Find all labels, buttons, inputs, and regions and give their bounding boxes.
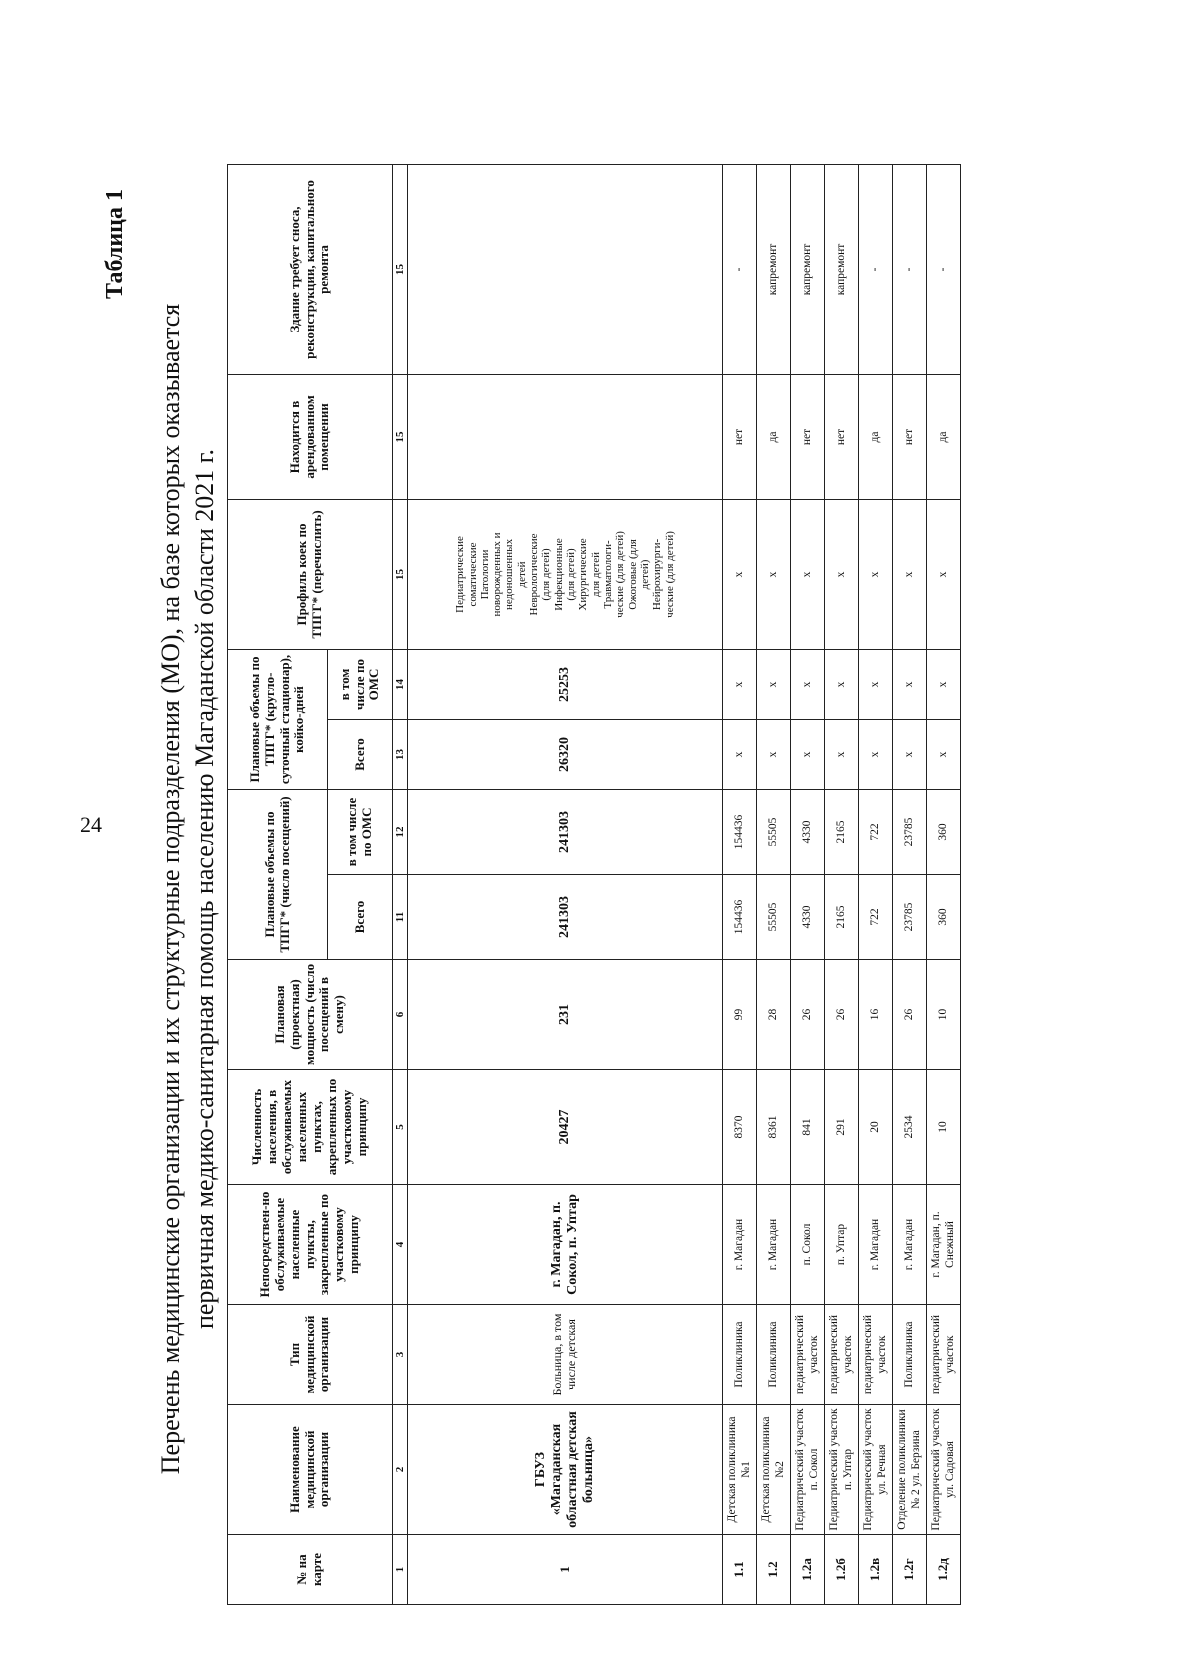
visits-total-cell: 4330: [791, 875, 825, 960]
map-number-cell: 1.2г: [893, 1535, 927, 1605]
population-cell: 20: [859, 1070, 893, 1185]
beds-total-cell: x: [757, 720, 791, 790]
profile-line: Педиатрические: [454, 536, 467, 613]
rented-cell: нет: [791, 374, 825, 499]
map-number-cell: 1.2б: [825, 1535, 859, 1605]
org-name-cell: Педиатрический участок п. Сокол: [791, 1405, 825, 1535]
repair-cell: -: [859, 164, 893, 374]
column-number-row: [393, 164, 408, 1604]
header-org-type: Тип медицинской организации: [228, 1305, 393, 1405]
rented-cell: нет: [825, 374, 859, 499]
col-number: 15: [393, 374, 408, 499]
served-places-cell: г. Магадан, п. Снежный: [927, 1185, 961, 1305]
org-type-cell: педиатрический участок: [825, 1305, 859, 1405]
capacity-cell: 26: [893, 960, 927, 1070]
header-repair: Здание требует сноса, реконструкции, капитального ремонта: [228, 164, 393, 374]
profile-line: Патологии: [478, 549, 491, 600]
page-number: 24: [80, 812, 102, 837]
profile-line: ческие (для детей): [663, 531, 676, 618]
profile-line: недоношенных: [503, 538, 516, 611]
org-name-cell: ГБУЗ «Магаданская областная детская больница»: [408, 1405, 723, 1535]
map-number-cell: 1: [408, 1535, 723, 1605]
table-label: Таблица 1: [102, 189, 128, 299]
beds-total-cell: x: [927, 720, 961, 790]
organization-main-row: [408, 164, 723, 1604]
profile-line: детей: [515, 561, 528, 588]
repair-cell: капремонт: [791, 164, 825, 374]
col-number: 2: [393, 1405, 408, 1535]
served-places-cell: г. Магадан: [859, 1185, 893, 1305]
org-type-cell: Поликлиника: [757, 1305, 791, 1405]
repair-cell: капремонт: [825, 164, 859, 374]
org-type-cell: педиатрический участок: [859, 1305, 893, 1405]
profile-line: Ожоговые (для: [626, 539, 639, 610]
org-name-cell: Детская поликлиника №1: [723, 1405, 757, 1535]
org-name-cell: Педиатрический участок п. Уптар: [825, 1405, 859, 1535]
header-visits-total: Всего: [328, 875, 393, 960]
header-visits-oms: в том числе по ОМС: [328, 790, 393, 875]
profile-line: Инфекционные: [552, 538, 565, 611]
header-beds-oms: в том числе по ОМС: [328, 649, 393, 719]
capacity-cell: 26: [825, 960, 859, 1070]
beds-total-cell: 26320: [408, 720, 723, 790]
visits-oms-cell: 23785: [893, 790, 927, 875]
beds-total-cell: x: [893, 720, 927, 790]
rented-cell: нет: [893, 374, 927, 499]
beds-total-cell: x: [723, 720, 757, 790]
header-map-number: № на карте: [228, 1535, 393, 1605]
visits-oms-cell: 722: [859, 790, 893, 875]
header-org-name: Наименование медицинской организации: [228, 1405, 393, 1535]
bed-profile-cell: x: [859, 499, 893, 649]
org-name-cell: Детская поликлиника №2: [757, 1405, 791, 1535]
profile-line: (для детей): [565, 548, 577, 601]
table-row: [893, 164, 927, 1604]
header-bed-profiles: Профиль коек по ТПГГ* (перечислить): [228, 499, 393, 649]
org-name-cell: Отделение поликлиники № 2 ул. Берзина: [893, 1405, 927, 1535]
visits-total-cell: 154436: [723, 875, 757, 960]
table-row: [757, 164, 791, 1604]
repair-cell: капремонт: [757, 164, 791, 374]
served-places-cell: г. Магадан: [893, 1185, 927, 1305]
rented-cell: да: [757, 374, 791, 499]
capacity-cell: 16: [859, 960, 893, 1070]
col-number: 5: [393, 1070, 408, 1185]
profile-line: ческие (для детей): [614, 531, 627, 618]
table-row: [927, 164, 961, 1604]
served-places-cell: п. Сокол: [791, 1185, 825, 1305]
col-number: 15: [393, 499, 408, 649]
repair-cell: [408, 164, 723, 374]
map-number-cell: 1.2а: [791, 1535, 825, 1605]
rented-cell: [408, 374, 723, 499]
col-number: 14: [393, 649, 408, 719]
repair-cell: -: [723, 164, 757, 374]
rented-cell: да: [927, 374, 961, 499]
org-type-cell: педиатрический участок: [791, 1305, 825, 1405]
map-number-cell: 1.2: [757, 1535, 791, 1605]
visits-total-cell: 2165: [825, 875, 859, 960]
served-places-cell: г. Магадан: [757, 1185, 791, 1305]
bed-profile-cell: x: [893, 499, 927, 649]
table-title-line-1: Перечень медицинские организации и их структурные подразделения (МО), на базе которых оказывается: [156, 303, 185, 1475]
population-cell: 2534: [893, 1070, 927, 1185]
table-row: [859, 164, 893, 1604]
beds-oms-cell: x: [825, 649, 859, 719]
header-row-1: [228, 164, 328, 1604]
beds-oms-cell: x: [723, 649, 757, 719]
beds-oms-cell: x: [859, 649, 893, 719]
profile-line: Травматологи-: [601, 540, 614, 609]
beds-oms-cell: x: [927, 649, 961, 719]
population-cell: 20427: [408, 1070, 723, 1185]
beds-oms-cell: x: [893, 649, 927, 719]
map-number-cell: 1.2в: [859, 1535, 893, 1605]
header-rented: Находится в арендованном помещении: [228, 374, 393, 499]
header-group-bed-days: Плановые объемы по ТПГГ* (кругло-суточный стационар), койко-дней: [228, 649, 328, 789]
visits-total-cell: 241303: [408, 875, 723, 960]
col-number: 13: [393, 720, 408, 790]
capacity-cell: 231: [408, 960, 723, 1070]
bed-profiles-cell: [408, 499, 723, 649]
visits-oms-cell: 241303: [408, 790, 723, 875]
visits-oms-cell: 360: [927, 790, 961, 875]
header-group-visits: Плановые объемы по ТПГГ* (число посещений): [228, 790, 328, 960]
beds-oms-cell: 25253: [408, 649, 723, 719]
population-cell: 841: [791, 1070, 825, 1185]
population-cell: 8361: [757, 1070, 791, 1185]
visits-oms-cell: 2165: [825, 790, 859, 875]
col-number: 15: [393, 164, 408, 374]
col-number: 1: [393, 1535, 408, 1605]
map-number-cell: 1.1: [723, 1535, 757, 1605]
capacity-cell: 10: [927, 960, 961, 1070]
bed-profile-cell: x: [825, 499, 859, 649]
bed-profile-cell: x: [757, 499, 791, 649]
col-number: 3: [393, 1305, 408, 1405]
population-cell: 8370: [723, 1070, 757, 1185]
col-number: 11: [393, 875, 408, 960]
map-number-cell: 1.2д: [927, 1535, 961, 1605]
bed-profile-cell: x: [723, 499, 757, 649]
table-row: [723, 164, 757, 1604]
header-capacity: Плановая (проектная) мощность (число посещений в смену): [228, 960, 393, 1070]
rotated-content: [82, 165, 956, 1605]
org-type-cell: педиатрический участок: [927, 1305, 961, 1405]
profile-line: соматические: [466, 542, 479, 607]
rented-cell: нет: [723, 374, 757, 499]
table-title-line-2: первичная медико-санитарная помощь населению Магаданской области 2021 г.: [190, 448, 219, 1330]
visits-oms-cell: 154436: [723, 790, 757, 875]
capacity-cell: 28: [757, 960, 791, 1070]
population-cell: 10: [927, 1070, 961, 1185]
org-type-cell: Поликлиника: [723, 1305, 757, 1405]
profile-line: (для детей): [540, 548, 553, 601]
org-name-cell: Педиатрический участок ул. Садовая: [927, 1405, 961, 1535]
header-population: Численность населения, в обслуживаемых населенных пунктах, акрепленных по участковому принципу: [228, 1070, 393, 1185]
profile-line: Нейрохирурги-: [651, 538, 664, 611]
rented-cell: да: [859, 374, 893, 499]
capacity-cell: 99: [723, 960, 757, 1070]
profile-line: новорожденных и: [491, 532, 504, 617]
bed-profile-cell: x: [791, 499, 825, 649]
visits-total-cell: 722: [859, 875, 893, 960]
visits-oms-cell: 4330: [791, 790, 825, 875]
col-number: 6: [393, 960, 408, 1070]
profile-line: детей): [638, 559, 651, 590]
beds-oms-cell: x: [791, 649, 825, 719]
population-cell: 291: [825, 1070, 859, 1185]
capacity-cell: 26: [791, 960, 825, 1070]
beds-oms-cell: x: [757, 649, 791, 719]
col-number: 12: [393, 790, 408, 875]
visits-total-cell: 55505: [757, 875, 791, 960]
org-name-cell: Педиатрический участок ул. Речная: [859, 1405, 893, 1535]
table-row: [791, 164, 825, 1604]
served-places-cell: г. Магадан, п. Сокол, п. Уптар: [408, 1185, 723, 1305]
beds-total-cell: x: [825, 720, 859, 790]
served-places-cell: г. Магадан: [723, 1185, 757, 1305]
repair-cell: -: [927, 164, 961, 374]
bed-profile-cell: x: [927, 499, 961, 649]
profile-line: для детей: [589, 552, 602, 597]
table-row: [825, 164, 859, 1604]
profile-line: Неврологические: [528, 533, 541, 616]
repair-cell: -: [893, 164, 927, 374]
visits-total-cell: 360: [927, 875, 961, 960]
visits-total-cell: 23785: [893, 875, 927, 960]
beds-total-cell: x: [791, 720, 825, 790]
header-beds-total: Всего: [328, 720, 393, 790]
organizations-table: [227, 164, 961, 1605]
profile-line: Хирургические: [577, 538, 590, 611]
header-served-places: Непосредствен-но обслуживаемые населенные пункты, закрепленные по участковому принципу: [228, 1185, 393, 1305]
beds-total-cell: x: [859, 720, 893, 790]
col-number: 4: [393, 1185, 408, 1305]
visits-oms-cell: 55505: [757, 790, 791, 875]
org-type-cell: Поликлиника: [893, 1305, 927, 1405]
org-type-cell: Больница, в том числе детская: [408, 1305, 723, 1405]
served-places-cell: п. Уптар: [825, 1185, 859, 1305]
